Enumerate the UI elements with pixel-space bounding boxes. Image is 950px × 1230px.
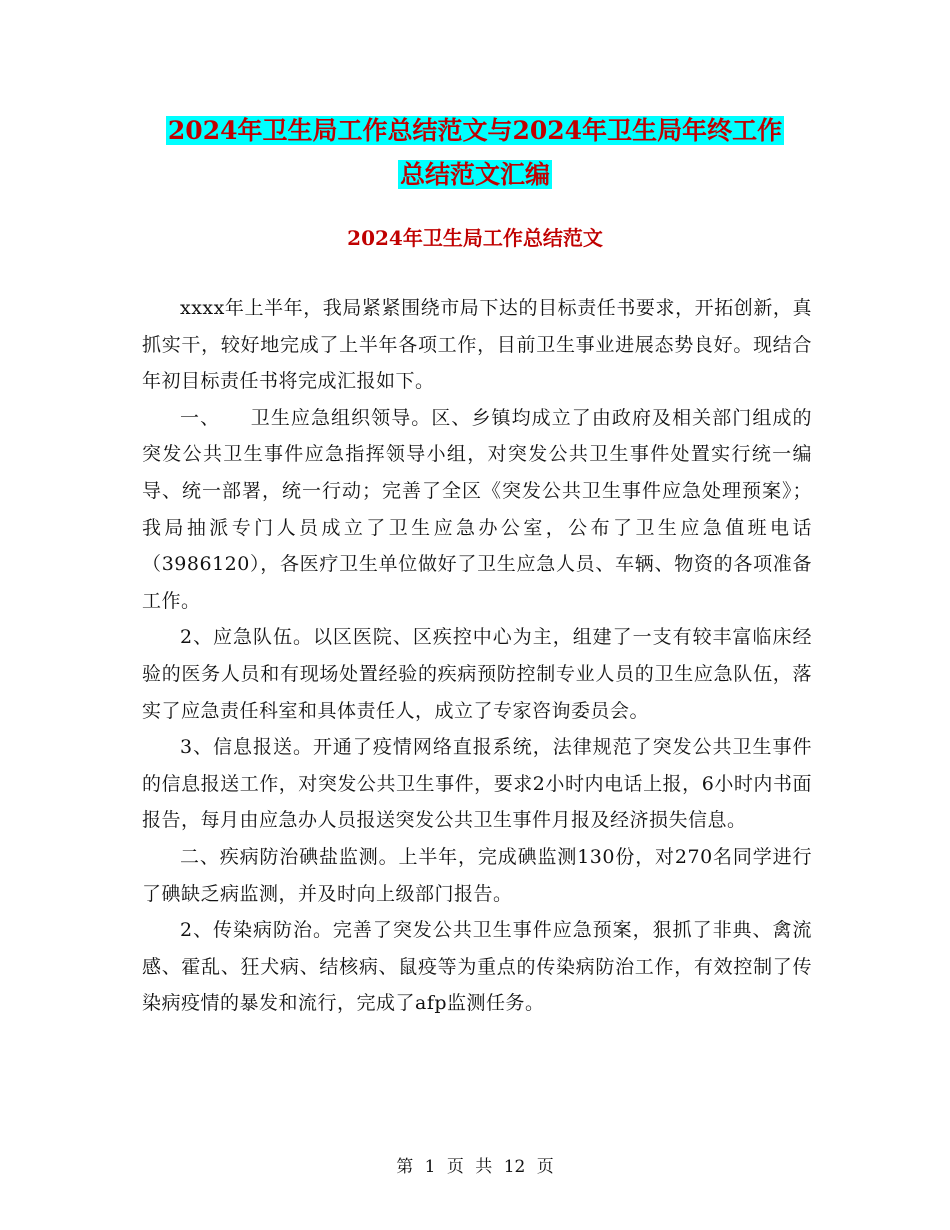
- paragraph: 3、信息报送。开通了疫情网络直报系统，法律规范了突发公共卫生事件的信息报送工作，对突发公共卫生事件，要求2小时内电话上报，6小时内书面报告，每月由应急办人员报送突发公共卫生事件月报及经济损失信息。: [142, 736, 812, 832]
- section-title: 2024年卫生局工作总结范文: [347, 226, 603, 250]
- title-highlight: 总结范文汇编: [399, 160, 550, 189]
- paragraph: 2、传染病防治。完善了突发公共卫生事件应急预案，狠抓了非典、禽流感、霍乱、狂犬病、结核病、鼠疫等为重点的传染病防治工作，有效控制了传染病疫情的暴发和流行，完成了afp监测任务。: [142, 919, 812, 1015]
- document-title-line-1: [0, 108, 950, 154]
- page-footer: 第 1 页 共 12 页: [396, 1157, 554, 1177]
- document-body: [142, 290, 812, 1022]
- paragraph: 2、应急队伍。以区医院、区疾控中心为主，组建了一支有较丰富临床经验的医务人员和有现场处置经验的疾病预防控制专业人员的卫生应急队伍，落实了应急责任科室和具体责任人，成立了专家咨询委员会。: [142, 626, 812, 722]
- paragraph: 二、疾病防治碘盐监测。上半年，完成碘监测130份，对270名同学进行了碘缺乏病监测，并及时向上级部门报告。: [142, 845, 812, 905]
- paragraph: xxxx年上半年，我局紧紧围绕市局下达的目标责任书要求，开拓创新，真抓实干，较好地完成了上半年各项工作，目前卫生事业进展态势良好。现结合年初目标责任书将完成汇报如下。: [142, 297, 812, 393]
- document-title-line-2: [0, 152, 950, 198]
- paragraph: 一、 卫生应急组织领导。区、乡镇均成立了由政府及相关部门组成的突发公共卫生事件应急指挥领导小组，对突发公共卫生事件处置实行统一编导、统一部署，统一行动；完善了全区《突发公共卫生事件应急处理预案》；我局抽派专门人员成立了卫生应急办公室，公布了卫生应急值班电话（3986120），各医疗卫生单位做好了卫生应急人员、车辆、物资的各项准备工作。: [142, 406, 812, 612]
- title-highlight: 2024年卫生局工作总结范文与2024年卫生局年终工作: [167, 116, 783, 145]
